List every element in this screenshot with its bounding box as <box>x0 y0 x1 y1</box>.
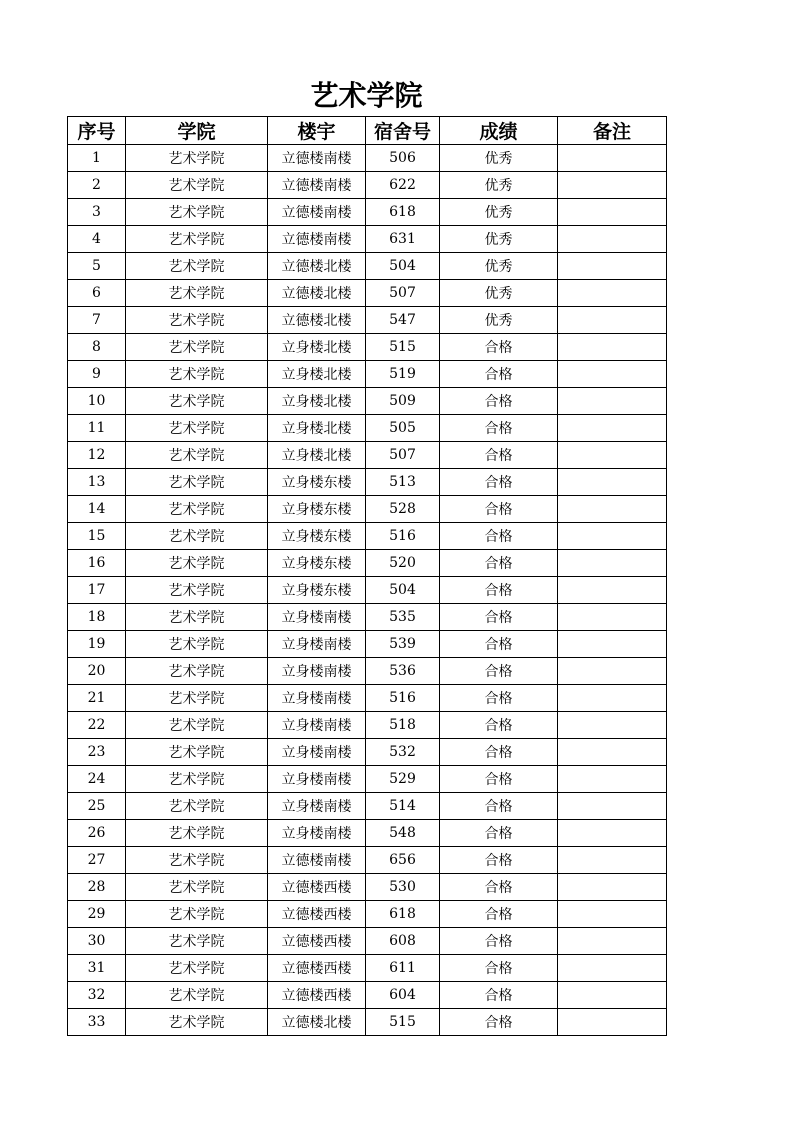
cell-college: 艺术学院 <box>126 172 268 199</box>
cell-grade: 合格 <box>440 820 558 847</box>
cell-remarks <box>558 928 667 955</box>
cell-grade: 优秀 <box>440 307 558 334</box>
table-row <box>68 361 667 388</box>
table-row <box>68 901 667 928</box>
cell-remarks <box>558 577 667 604</box>
cell-building: 立身楼南楼 <box>268 712 366 739</box>
cell-building: 立德楼西楼 <box>268 928 366 955</box>
cell-grade: 合格 <box>440 793 558 820</box>
cell-index: 8 <box>68 334 126 361</box>
cell-room: 547 <box>366 307 440 334</box>
cell-remarks <box>558 604 667 631</box>
cell-index: 4 <box>68 226 126 253</box>
table-row <box>68 739 667 766</box>
cell-grade: 合格 <box>440 658 558 685</box>
cell-grade: 合格 <box>440 469 558 496</box>
cell-remarks <box>558 982 667 1009</box>
table-row <box>68 172 667 199</box>
cell-room: 622 <box>366 172 440 199</box>
cell-index: 24 <box>68 766 126 793</box>
cell-college: 艺术学院 <box>126 469 268 496</box>
cell-grade: 合格 <box>440 955 558 982</box>
cell-building: 立身楼东楼 <box>268 523 366 550</box>
cell-room: 618 <box>366 901 440 928</box>
cell-building: 立身楼南楼 <box>268 793 366 820</box>
cell-grade: 合格 <box>440 415 558 442</box>
cell-building: 立身楼南楼 <box>268 631 366 658</box>
cell-index: 10 <box>68 388 126 415</box>
table-row <box>68 199 667 226</box>
cell-room: 631 <box>366 226 440 253</box>
table-row <box>68 820 667 847</box>
dormitory-roster-table <box>67 116 667 1036</box>
cell-remarks <box>558 874 667 901</box>
cell-building: 立德楼北楼 <box>268 280 366 307</box>
cell-grade: 合格 <box>440 847 558 874</box>
cell-college: 艺术学院 <box>126 388 268 415</box>
cell-college: 艺术学院 <box>126 658 268 685</box>
table-row <box>68 253 667 280</box>
table-row <box>68 874 667 901</box>
cell-building: 立德楼北楼 <box>268 1009 366 1036</box>
table-row <box>68 334 667 361</box>
cell-grade: 合格 <box>440 604 558 631</box>
cell-room: 532 <box>366 739 440 766</box>
cell-college: 艺术学院 <box>126 820 268 847</box>
cell-remarks <box>558 766 667 793</box>
cell-college: 艺术学院 <box>126 847 268 874</box>
cell-room: 518 <box>366 712 440 739</box>
cell-remarks <box>558 523 667 550</box>
cell-building: 立身楼南楼 <box>268 604 366 631</box>
cell-index: 27 <box>68 847 126 874</box>
cell-room: 536 <box>366 658 440 685</box>
cell-room: 656 <box>366 847 440 874</box>
cell-college: 艺术学院 <box>126 793 268 820</box>
cell-room: 548 <box>366 820 440 847</box>
table-row <box>68 280 667 307</box>
table-row <box>68 388 667 415</box>
cell-building: 立德楼北楼 <box>268 253 366 280</box>
cell-building: 立身楼北楼 <box>268 415 366 442</box>
cell-college: 艺术学院 <box>126 442 268 469</box>
cell-remarks <box>558 280 667 307</box>
table-body <box>68 145 667 1036</box>
cell-index: 23 <box>68 739 126 766</box>
cell-building: 立身楼南楼 <box>268 766 366 793</box>
cell-college: 艺术学院 <box>126 901 268 928</box>
cell-building: 立德楼西楼 <box>268 901 366 928</box>
cell-grade: 优秀 <box>440 145 558 172</box>
table-row <box>68 631 667 658</box>
cell-building: 立德楼南楼 <box>268 145 366 172</box>
cell-college: 艺术学院 <box>126 577 268 604</box>
table-row <box>68 415 667 442</box>
cell-building: 立身楼南楼 <box>268 739 366 766</box>
cell-college: 艺术学院 <box>126 361 268 388</box>
cell-grade: 合格 <box>440 874 558 901</box>
cell-index: 29 <box>68 901 126 928</box>
cell-building: 立身楼东楼 <box>268 577 366 604</box>
table-row <box>68 847 667 874</box>
cell-room: 516 <box>366 523 440 550</box>
cell-index: 22 <box>68 712 126 739</box>
cell-grade: 合格 <box>440 631 558 658</box>
cell-college: 艺术学院 <box>126 226 268 253</box>
cell-college: 艺术学院 <box>126 145 268 172</box>
cell-index: 19 <box>68 631 126 658</box>
cell-index: 5 <box>68 253 126 280</box>
cell-room: 529 <box>366 766 440 793</box>
cell-remarks <box>558 388 667 415</box>
cell-index: 18 <box>68 604 126 631</box>
cell-grade: 优秀 <box>440 253 558 280</box>
cell-index: 21 <box>68 685 126 712</box>
cell-index: 25 <box>68 793 126 820</box>
cell-room: 520 <box>366 550 440 577</box>
cell-college: 艺术学院 <box>126 766 268 793</box>
cell-college: 艺术学院 <box>126 982 268 1009</box>
header-building: 楼宇 <box>268 117 366 145</box>
cell-college: 艺术学院 <box>126 334 268 361</box>
cell-building: 立德楼西楼 <box>268 955 366 982</box>
cell-room: 507 <box>366 442 440 469</box>
table-row <box>68 145 667 172</box>
cell-college: 艺术学院 <box>126 307 268 334</box>
cell-college: 艺术学院 <box>126 604 268 631</box>
cell-room: 504 <box>366 577 440 604</box>
table-row <box>68 793 667 820</box>
table-row <box>68 550 667 577</box>
page-title: 艺术学院 <box>310 79 423 112</box>
table-row <box>68 604 667 631</box>
cell-building: 立身楼东楼 <box>268 496 366 523</box>
cell-room: 506 <box>366 145 440 172</box>
cell-index: 13 <box>68 469 126 496</box>
cell-index: 6 <box>68 280 126 307</box>
cell-room: 515 <box>366 1009 440 1036</box>
table-row <box>68 523 667 550</box>
cell-college: 艺术学院 <box>126 1009 268 1036</box>
cell-index: 26 <box>68 820 126 847</box>
cell-remarks <box>558 442 667 469</box>
header-row <box>68 117 667 145</box>
cell-grade: 合格 <box>440 901 558 928</box>
cell-room: 504 <box>366 253 440 280</box>
cell-index: 33 <box>68 1009 126 1036</box>
cell-grade: 合格 <box>440 523 558 550</box>
cell-college: 艺术学院 <box>126 199 268 226</box>
table-row <box>68 1009 667 1036</box>
cell-college: 艺术学院 <box>126 874 268 901</box>
cell-room: 618 <box>366 199 440 226</box>
cell-college: 艺术学院 <box>126 496 268 523</box>
cell-grade: 合格 <box>440 982 558 1009</box>
cell-grade: 合格 <box>440 928 558 955</box>
cell-grade: 合格 <box>440 577 558 604</box>
cell-grade: 合格 <box>440 442 558 469</box>
cell-remarks <box>558 145 667 172</box>
table-row <box>68 928 667 955</box>
cell-index: 9 <box>68 361 126 388</box>
cell-building: 立身楼北楼 <box>268 334 366 361</box>
cell-index: 3 <box>68 199 126 226</box>
cell-college: 艺术学院 <box>126 550 268 577</box>
cell-remarks <box>558 496 667 523</box>
cell-room: 608 <box>366 928 440 955</box>
cell-room: 530 <box>366 874 440 901</box>
cell-building: 立德楼南楼 <box>268 847 366 874</box>
cell-remarks <box>558 253 667 280</box>
cell-grade: 优秀 <box>440 199 558 226</box>
cell-room: 509 <box>366 388 440 415</box>
cell-index: 28 <box>68 874 126 901</box>
cell-index: 15 <box>68 523 126 550</box>
cell-college: 艺术学院 <box>126 415 268 442</box>
cell-grade: 优秀 <box>440 172 558 199</box>
cell-college: 艺术学院 <box>126 928 268 955</box>
table-row <box>68 982 667 1009</box>
cell-grade: 合格 <box>440 1009 558 1036</box>
cell-remarks <box>558 1009 667 1036</box>
cell-room: 528 <box>366 496 440 523</box>
cell-remarks <box>558 226 667 253</box>
cell-remarks <box>558 847 667 874</box>
cell-grade: 合格 <box>440 712 558 739</box>
cell-remarks <box>558 415 667 442</box>
cell-building: 立身楼南楼 <box>268 685 366 712</box>
cell-building: 立身楼东楼 <box>268 550 366 577</box>
cell-remarks <box>558 172 667 199</box>
cell-index: 11 <box>68 415 126 442</box>
cell-room: 539 <box>366 631 440 658</box>
cell-grade: 合格 <box>440 766 558 793</box>
header-room: 宿舍号 <box>366 117 440 145</box>
cell-index: 16 <box>68 550 126 577</box>
cell-index: 14 <box>68 496 126 523</box>
cell-room: 516 <box>366 685 440 712</box>
table-row <box>68 442 667 469</box>
table-row <box>68 469 667 496</box>
cell-grade: 合格 <box>440 334 558 361</box>
cell-room: 514 <box>366 793 440 820</box>
cell-college: 艺术学院 <box>126 523 268 550</box>
header-college: 学院 <box>126 117 268 145</box>
cell-remarks <box>558 361 667 388</box>
cell-index: 31 <box>68 955 126 982</box>
cell-remarks <box>558 658 667 685</box>
cell-grade: 合格 <box>440 388 558 415</box>
cell-index: 1 <box>68 145 126 172</box>
cell-index: 30 <box>68 928 126 955</box>
cell-remarks <box>558 712 667 739</box>
cell-remarks <box>558 901 667 928</box>
cell-remarks <box>558 199 667 226</box>
header-remarks: 备注 <box>558 117 667 145</box>
cell-grade: 优秀 <box>440 226 558 253</box>
cell-building: 立身楼南楼 <box>268 658 366 685</box>
cell-remarks <box>558 631 667 658</box>
header-grade: 成绩 <box>440 117 558 145</box>
cell-building: 立身楼北楼 <box>268 361 366 388</box>
cell-college: 艺术学院 <box>126 739 268 766</box>
cell-college: 艺术学院 <box>126 280 268 307</box>
cell-college: 艺术学院 <box>126 955 268 982</box>
cell-building: 立德楼南楼 <box>268 172 366 199</box>
cell-room: 507 <box>366 280 440 307</box>
cell-grade: 合格 <box>440 685 558 712</box>
cell-index: 17 <box>68 577 126 604</box>
cell-college: 艺术学院 <box>126 631 268 658</box>
cell-index: 7 <box>68 307 126 334</box>
cell-remarks <box>558 685 667 712</box>
table-row <box>68 226 667 253</box>
cell-college: 艺术学院 <box>126 685 268 712</box>
table-header <box>68 117 667 145</box>
header-index: 序号 <box>68 117 126 145</box>
cell-room: 519 <box>366 361 440 388</box>
cell-room: 535 <box>366 604 440 631</box>
cell-building: 立德楼南楼 <box>268 199 366 226</box>
table-row <box>68 658 667 685</box>
cell-building: 立德楼北楼 <box>268 307 366 334</box>
cell-grade: 合格 <box>440 361 558 388</box>
cell-college: 艺术学院 <box>126 712 268 739</box>
cell-grade: 合格 <box>440 496 558 523</box>
cell-remarks <box>558 550 667 577</box>
cell-building: 立德楼南楼 <box>268 226 366 253</box>
cell-grade: 合格 <box>440 739 558 766</box>
table-row <box>68 496 667 523</box>
cell-college: 艺术学院 <box>126 253 268 280</box>
cell-grade: 合格 <box>440 550 558 577</box>
cell-grade: 优秀 <box>440 280 558 307</box>
cell-room: 611 <box>366 955 440 982</box>
table-row <box>68 577 667 604</box>
cell-building: 立身楼东楼 <box>268 469 366 496</box>
cell-room: 513 <box>366 469 440 496</box>
cell-remarks <box>558 739 667 766</box>
cell-room: 505 <box>366 415 440 442</box>
cell-building: 立身楼北楼 <box>268 388 366 415</box>
cell-remarks <box>558 469 667 496</box>
cell-room: 515 <box>366 334 440 361</box>
cell-building: 立身楼南楼 <box>268 820 366 847</box>
cell-remarks <box>558 793 667 820</box>
cell-building: 立德楼西楼 <box>268 874 366 901</box>
table-row <box>68 685 667 712</box>
cell-index: 12 <box>68 442 126 469</box>
cell-remarks <box>558 334 667 361</box>
cell-building: 立德楼西楼 <box>268 982 366 1009</box>
cell-remarks <box>558 820 667 847</box>
table-row <box>68 307 667 334</box>
cell-index: 32 <box>68 982 126 1009</box>
cell-remarks <box>558 307 667 334</box>
cell-room: 604 <box>366 982 440 1009</box>
cell-index: 2 <box>68 172 126 199</box>
cell-index: 20 <box>68 658 126 685</box>
table-row <box>68 955 667 982</box>
cell-building: 立身楼北楼 <box>268 442 366 469</box>
cell-remarks <box>558 955 667 982</box>
table-row <box>68 766 667 793</box>
table-row <box>68 712 667 739</box>
